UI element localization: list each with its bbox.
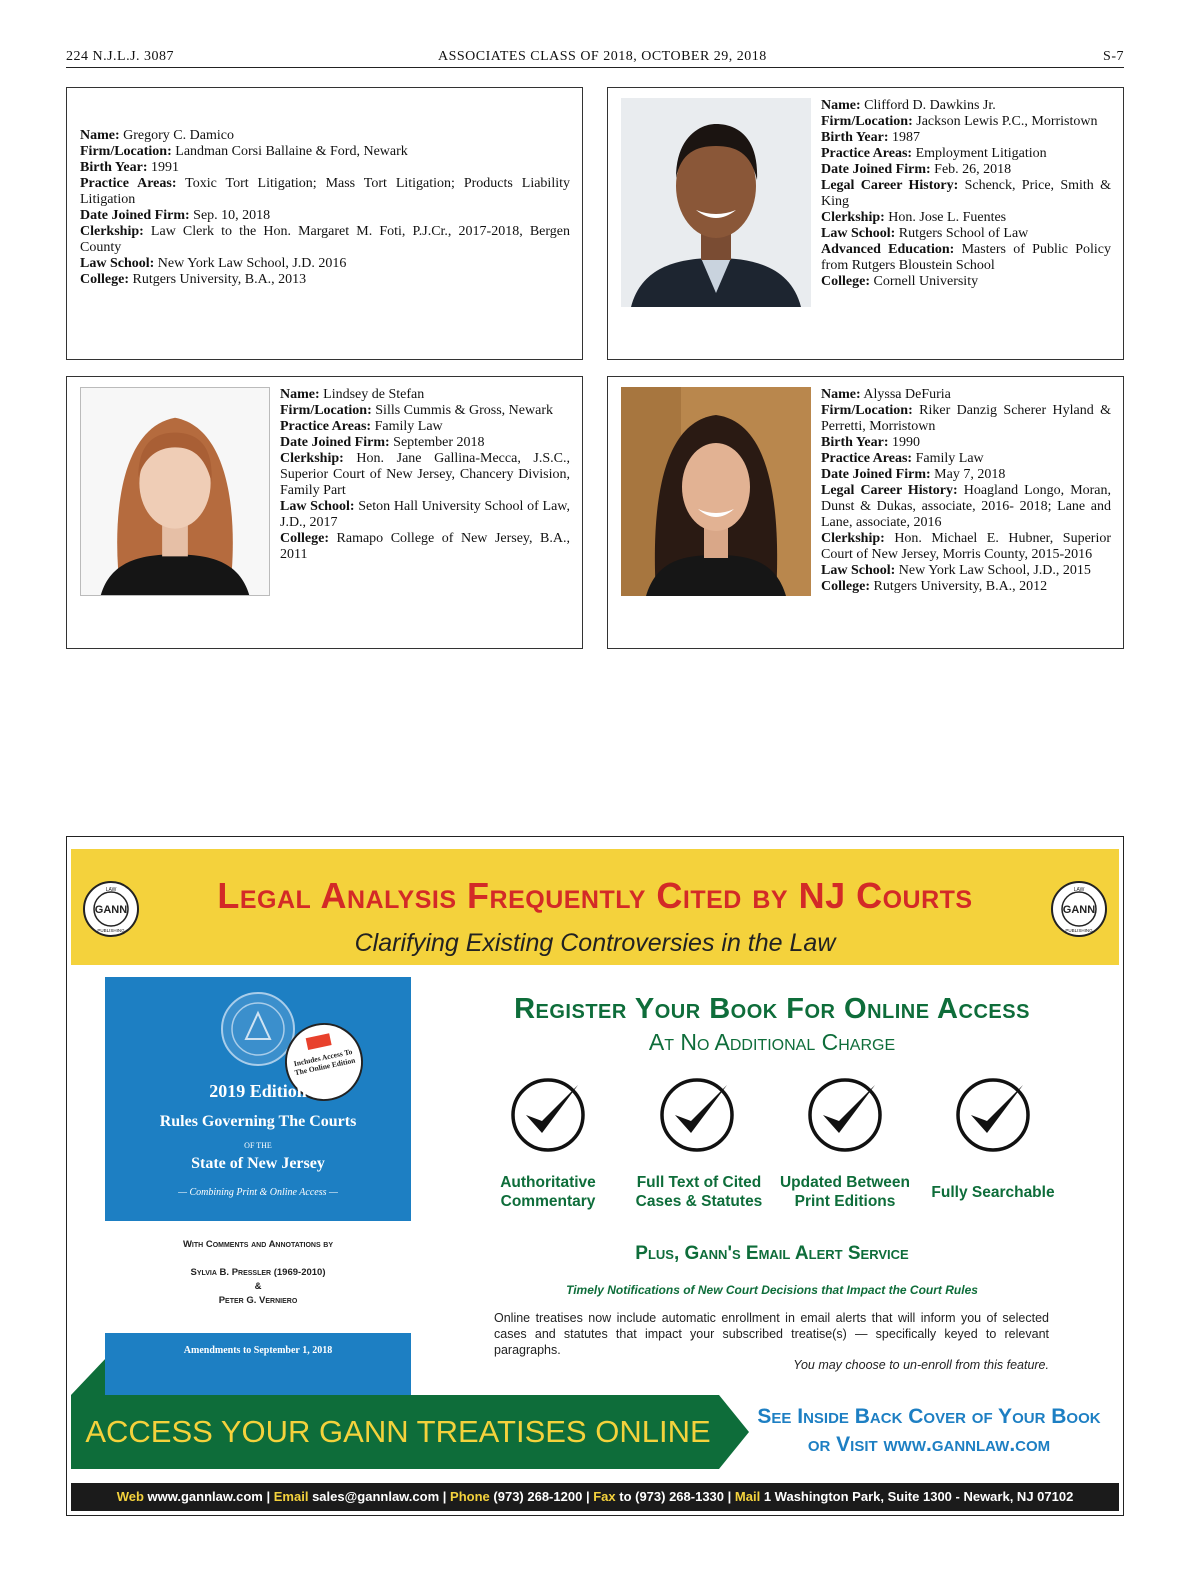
feature-check-3 [770,1075,920,1160]
profile-card-damico [66,87,583,360]
headshot-photo [80,387,270,596]
feature-label-2: Full Text of Cited Cases & Statutes [635,1174,763,1210]
book-amendments: Amendments to September 1, 2018 [183,1345,333,1356]
gann-seal-logo [1051,881,1107,937]
profile-text: Name: Gregory C. Damico Firm/Location: Landman Corsi Ballaine & Ford, Newark Birth Year: 1991 Practice Areas: Toxic Tort Litigation; Mass Tort Litigation; Products Liability Litigation Date Joined Firm: Sep. 10, 2018 Clerkship: Law Clerk to the Hon. Margaret M. Foti, P.J.Cr., 2017-2018, Bergen County Law School: New York Law School, J.D. 2016 College: Rutgers University, B.A., 2013 [80,128,570,287]
email-link[interactable]: sales@gannlaw.com [312,1489,440,1504]
headshot-photo [621,98,811,307]
feature-check-2 [622,1075,772,1160]
gann-advertisement [66,836,1124,1516]
book-title-2: State of New Jersey [191,1155,325,1172]
ad-subtitle: Clarifying Existing Controversies in the Law [354,929,836,957]
book-edition: 2019 Edition [209,1081,307,1101]
header-center: ASSOCIATES CLASS OF 2018, OCTOBER 29, 2018 [438,49,767,64]
header-right: S-7 [1103,49,1124,64]
access-bar-text: ACCESS YOUR GANN TREATISES ONLINE [85,1414,711,1449]
feature-label-4: Fully Searchable [931,1184,1055,1201]
profile-text: Name: Lindsey de Stefan Firm/Location: Sills Cummis & Gross, Newark Practice Areas: Family Law Date Joined Firm: September 2018 Clerkship: Hon. Jane Gallina-Mecca, J.S.C., Superior Court of New Jersey, Chancery Division, Family Part Law School: Seton Hall University School of Law, J.D., 2017 College: Ramapo College of New Jersey, B.A., 2011 [280,387,571,562]
online-description: Online treatises now include automatic enrollment in email alerts that will inform you of selected cases and statutes that impact your subscribed treatise(s) — specifically keyed to relevant paragraphs. [494,1311,1049,1357]
book-white-panel: With Comments and Annotations by Sylvia B. Pressler (1969-2010) & Peter G. Verniero [105,1221,411,1333]
checkmark-icon [953,1075,1033,1155]
header-left: 224 N.J.L.J. 3087 [66,49,175,64]
ad-banner [71,849,1119,965]
svg-text:GANN: GANN [1062,904,1096,916]
online-edition-badge: Includes Access To The Online Edition [278,1016,371,1109]
ad-title: Legal Analysis Frequently Cited by NJ Courts [217,875,973,916]
headshot-photo [621,387,811,596]
profile-card-dawkins [607,87,1124,360]
svg-text:LAW: LAW [1073,887,1085,893]
email-alert-heading: Plus, Gann's Email Alert Service [635,1243,909,1264]
contact-footer: Web www.gannlaw.com | Email sales@gannlaw.com | Phone (973) 268-1200 | Fax to (973) 268-1330 | Mail 1 Washington Park, Suite 1300 - Newark, NJ 07102 [71,1483,1119,1511]
feature-check-4 [918,1075,1068,1160]
unenroll-note: You may choose to un-enroll from this feature. [793,1358,1049,1372]
register-title: Register Your Book For Online Access [514,993,1030,1025]
running-header [66,49,1124,68]
see-inside-text: See Inside Back Cover of Your Book or Visit www.gannlaw.com [757,1405,1101,1456]
profile-text: Name: Alyssa DeFuria Firm/Location: Riker Danzig Scherer Hyland & Perretti, Morristown Birth Year: 1990 Practice Areas: Family Law Date Joined Firm: May 7, 2018 Legal Career History: Hoagland Longo, Moran, Dunst & Dukas, associate, 2016- 2018; Lane and Lane, associate, 2016 Clerkship: Hon. Michael E. Hubner, Superior Court of New Jersey, Morris County, 2015-2016 Law School: New York Law School, J.D., 2015 College: Rutgers University, B.A., 2012 [821,387,1112,594]
svg-text:LAW: LAW [105,887,117,893]
svg-text:GANN: GANN [94,904,128,916]
feature-label-1: Authoritative Commentary [500,1174,596,1210]
email-alert-tagline: Timely Notifications of New Court Decisions that Impact the Court Rules [566,1283,978,1297]
profile-card-defuria [607,376,1124,649]
checkmark-icon [657,1075,737,1155]
feature-label-3: Updated Between Print Editions [779,1174,911,1210]
checkmark-icon [508,1075,588,1155]
svg-text:PUBLISHING: PUBLISHING [97,928,125,933]
feature-check-1 [473,1075,623,1160]
book-tagline: — Combining Print & Online Access — [178,1187,338,1198]
green-wedge-decoration [71,1357,107,1395]
profile-card-de-stefan [66,376,583,649]
svg-text:PUBLISHING: PUBLISHING [1065,928,1093,933]
book-title-1: Rules Governing The Courts [159,1113,357,1130]
register-subtitle: At No Additional Charge [648,1029,896,1055]
checkmark-icon [805,1075,885,1155]
web-link[interactable]: www.gannlaw.com [147,1489,263,1504]
book-of-the: OF THE [244,1141,272,1150]
book-cover [105,977,411,1395]
profile-text: Name: Clifford D. Dawkins Jr. Firm/Location: Jackson Lewis P.C., Morristown Birth Year: 1987 Practice Areas: Employment Litigation Date Joined Firm: Feb. 26, 2018 Legal Career History: Schenck, Price, Smith & King Clerkship: Hon. Jose L. Fuentes Law School: Rutgers School of Law Advanced Education: Masters of Public Policy from Rutgers Bloustein School College: Cornell University [821,98,1112,289]
